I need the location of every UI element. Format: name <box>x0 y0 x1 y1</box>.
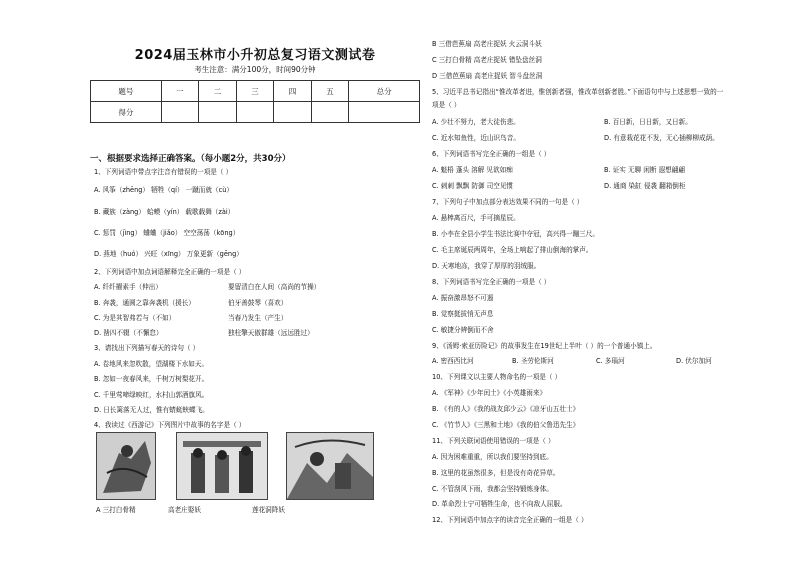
score-cell: 总分 <box>349 81 420 102</box>
question-line: 5、习近平总书记指出“惟改革者进，惟创新者强，惟改革创新者胜。”下面语句中与上述思想一致的一 <box>432 88 724 96</box>
question-line: A. 密西西比河 <box>432 357 474 365</box>
score-cell: 一 <box>161 81 199 102</box>
score-table <box>90 80 420 123</box>
question-line: 1、下列词语中带点字注音有错误的一项是（ ） <box>94 168 233 176</box>
exam-notice: 考生注意：满分100分，时间90分钟 <box>194 65 316 74</box>
question-line: C. 不管刮风下雨，我都会坚持锻炼身体。 <box>432 485 553 493</box>
option-text: 当春乃发生（产生） <box>228 314 288 322</box>
picture-caption: 莲花洞降妖 <box>252 506 285 514</box>
question-line: B. 忽如一夜春风来，千树万树梨花开。 <box>94 375 209 383</box>
exam-title: 2024届玉林市小升初总复习语文测试卷 <box>134 48 376 63</box>
question-line: C. 《竹节人》《三黑和土地》《我的伯父鲁迅先生》 <box>432 421 580 429</box>
score-cell <box>311 102 349 123</box>
question-line: 8、下列词语书写完全正确的一项是（ ） <box>432 278 551 286</box>
question-line: C. 惩罚（jìng） 蛐蛐（jiǎo） 空空荡荡（kōng） <box>94 229 240 237</box>
question-line: B. 觉察挺拔悄无声息 <box>432 310 494 318</box>
story-illustration-image <box>176 432 268 500</box>
score-table-row <box>91 81 420 102</box>
question-line: B. 藏族（zàng） 蛤蟆（yín） 载歌载舞（zài） <box>94 208 235 216</box>
question-line: A. 风筝（zhēng） 牺牲（qí） 一蹴而就（cù） <box>94 186 233 194</box>
question-line: B. 《有的人》《我的战友邱少云》《凉牙山五壮士》 <box>432 405 580 413</box>
question-line: D 三借芭蕉扇 高老庄捉妖 智斗盘丝洞 <box>432 72 543 80</box>
question-line: 10、下列课文以主要人物命名的一项是（ ） <box>432 373 562 381</box>
question-line: C. 为是其智弗若与（不如） <box>94 314 176 322</box>
score-cell: 四 <box>274 81 312 102</box>
score-cell <box>274 102 312 123</box>
question-line: 12、下列词语中加点字的读音完全正确的一组是（ ） <box>432 516 588 524</box>
score-cell: 五 <box>311 81 349 102</box>
question-line: A. 魁梧 蓬头 溶解 见欲如痴 <box>432 166 513 174</box>
option-text: C. 多瑙河 <box>596 357 625 365</box>
question-line: 2、下列词语中加点词语解释完全正确的一项是（ ） <box>94 268 246 276</box>
question-line: 11、下列关联词语使用错误的一项是（ ） <box>432 437 555 445</box>
question-line: 9、《汤姆·索亚历险记》的故事发生在19世纪上半叶（ ）的一个普通小镇上。 <box>432 342 657 350</box>
score-cell <box>199 102 237 123</box>
option-text: 独柱擎天傲群雄（远远胜过） <box>228 329 314 337</box>
story-illustration-image <box>286 432 374 500</box>
question-line: A. 《军神》《少年闰土》《小英雄雨来》 <box>432 389 547 397</box>
question-line: 4、我读过《西游记》下列图片中故事的名字是（ ） <box>94 421 246 429</box>
question-line: B. 这里的花虽然很多，但是没有奇花异草。 <box>432 469 560 477</box>
option-text: 伯牙善鼓琴（喜欢） <box>228 299 288 307</box>
option-text: B. 圣劳伦斯河 <box>512 357 554 365</box>
question-line: C 三打白骨精 高老庄捉妖 错坠盘丝洞 <box>432 56 542 64</box>
question-line: 3、请找出下列描写春天的诗句（ ） <box>94 344 200 352</box>
score-table-row <box>91 102 420 123</box>
score-cell <box>161 102 199 123</box>
question-line: A. 少壮不努力，老大徒伤悲。 <box>432 118 520 126</box>
option-text: 要留清白在人间（高尚的节操） <box>228 283 321 291</box>
question-line: A. 因为困难重重，所以我们要坚持到底。 <box>432 453 553 461</box>
question-line: 6、下列词语书写完全正确的一组是（ ） <box>432 150 551 158</box>
question-line: C. 近水知鱼性，近山识鸟音。 <box>432 134 520 142</box>
story-illustration-image <box>96 432 156 500</box>
question-line: D. 日长篱落无人过，惟有蜻蜓蛱蝶飞。 <box>94 406 209 414</box>
section-heading: 一、根据要求选择正确答案。（每小题2分，共30分） <box>90 154 291 164</box>
question-line: D. 革命烈士宁可牺牲生命，也不向敌人屈服。 <box>432 500 567 508</box>
score-cell <box>349 102 420 123</box>
question-line: B 三借芭蕉扇 高老庄捉妖 火云洞斗妖 <box>432 40 542 48</box>
question-line: A. 振奋激昂怒不可遏 <box>432 294 494 302</box>
score-cell: 题号 <box>91 81 162 102</box>
score-cell: 二 <box>199 81 237 102</box>
question-line: A. 纤纤擢素手（伸出） <box>94 283 162 291</box>
option-text: D. 有意栽花花不发，无心插柳柳成荫。 <box>604 134 719 142</box>
score-cell: 三 <box>236 81 274 102</box>
question-line: B. 小李在全县小学生书法比赛中夺冠，高兴得一蹦三尺。 <box>432 230 599 238</box>
question-line: C. 敏捷分辨倒而不舍 <box>432 326 494 334</box>
option-text: B. 证实 无聊 闲断 遐想翩翩 <box>604 166 685 174</box>
question-line: B. 奔袭，通圆之靠奔袭机（援长） <box>94 299 196 307</box>
question-line: D. 燕地（huó） 兴旺（xīng） 万象更新（gēng） <box>94 250 243 258</box>
option-text: D. 伏尔加河 <box>676 357 712 365</box>
question-line: C. 毛主席诞辰两周年，全场上响起了排山倒海的掌声。 <box>432 246 593 254</box>
question-line: 7、下列句子中加点部分表达效果不同的一句是（ ） <box>432 198 584 206</box>
picture-caption: A 三打白骨精 <box>96 506 136 514</box>
score-cell <box>236 102 274 123</box>
question-line: C. 刺刺 飘飘 防御 司空见惯 <box>432 182 514 190</box>
question-line: A. 悬棒离百尺，手可摘星辰。 <box>432 214 520 222</box>
question-line: 项是（ ） <box>432 101 461 109</box>
question-line: D. 天寒地冻，我穿了厚厚的羽绒服。 <box>432 262 541 270</box>
story-pictures <box>96 432 376 502</box>
question-line: D. 凿四不辍（不懈怠） <box>94 329 163 337</box>
score-cell: 得分 <box>91 102 162 123</box>
option-text: D. 通商 染缸 侵袭 翻箱倒柜 <box>604 182 686 190</box>
question-line: C. 千里莺啼绿映红，水村山郭酒旗风。 <box>94 391 209 399</box>
picture-caption: 高老庄娶妖 <box>168 506 201 514</box>
option-text: B. 百日新，日日新，又日新。 <box>604 118 692 126</box>
question-line: A. 卷地风来忽吹散，望湖楼下水如天。 <box>94 360 209 368</box>
